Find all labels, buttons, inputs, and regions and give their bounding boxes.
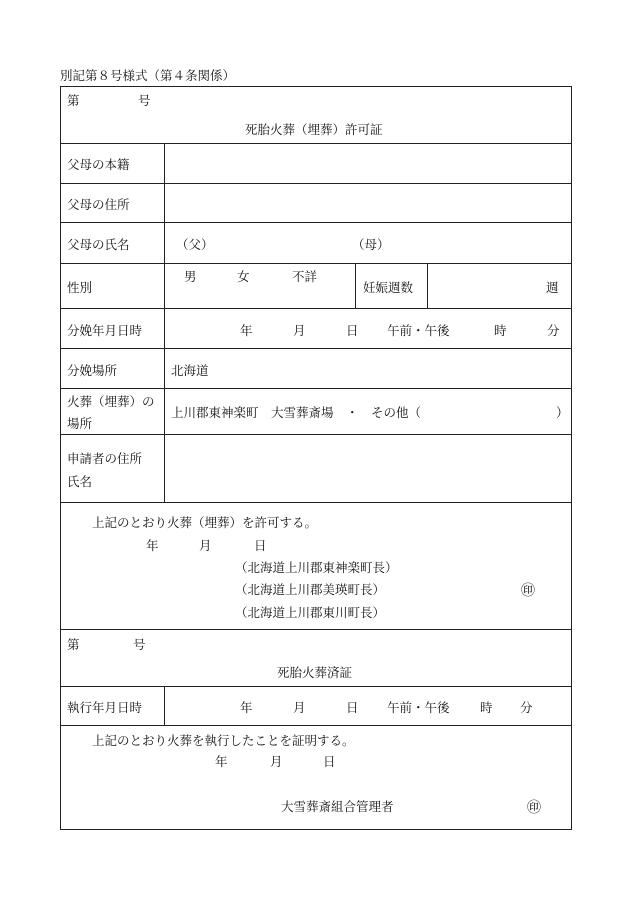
completion-number-label: 第 — [67, 637, 80, 652]
permit-seal-icon: ㊞ — [521, 583, 535, 599]
divider — [60, 629, 572, 630]
birth-hour-unit: 時 — [494, 323, 507, 338]
completion-number-suffix: 号 — [133, 637, 146, 652]
divider — [427, 263, 428, 308]
burial-place-label-1: 火葬（埋葬）の — [67, 394, 155, 409]
divider — [60, 502, 572, 503]
exec-month-unit: 月 — [293, 700, 306, 715]
burial-place-close: ） — [556, 405, 569, 420]
divider — [355, 263, 356, 308]
divider — [60, 434, 572, 435]
permit-statement: 上記のとおり火葬（埋葬）を許可する。 — [92, 515, 318, 530]
exec-minute-unit: 分 — [520, 700, 533, 715]
permit-month-unit: 月 — [199, 538, 212, 553]
sex-female: 女 — [237, 269, 250, 284]
divider — [60, 222, 572, 223]
left-border — [60, 86, 61, 629]
completion-year-unit: 年 — [215, 754, 228, 769]
divider — [60, 725, 572, 726]
divider — [60, 629, 61, 829]
divider — [60, 388, 572, 389]
completion-title: 死胎火葬済証 — [277, 665, 353, 680]
exec-year-unit: 年 — [240, 700, 253, 715]
mayor-higashikawa: （北海道上川郡東川町長） — [235, 605, 386, 620]
birth-year-unit: 年 — [240, 323, 253, 338]
birth-place-value: 北海道 — [171, 363, 209, 378]
divider — [60, 263, 572, 264]
father-label: （父） — [176, 237, 214, 252]
completion-seal-icon: ㊞ — [527, 800, 541, 816]
completion-statement: 上記のとおり火葬を執行したことを証明する。 — [92, 733, 355, 748]
mayor-biei: （北海道上川郡美瑛町長） — [235, 582, 386, 597]
applicant-label-2: 氏名 — [67, 474, 93, 489]
mayor-higashikagura: （北海道上川郡東神楽町長） — [235, 560, 398, 575]
permit-year-unit: 年 — [146, 538, 159, 553]
exec-hour-unit: 時 — [480, 700, 493, 715]
permit-number-suffix: 号 — [138, 93, 151, 108]
birth-datetime-label: 分娩年月日時 — [67, 323, 143, 338]
divider — [60, 308, 572, 309]
birth-day-unit: 日 — [346, 323, 359, 338]
burial-place-label-2: 場所 — [67, 416, 93, 431]
week-unit: 週 — [546, 280, 559, 295]
permit-number-label: 第 — [67, 93, 80, 108]
jusho-label: 父母の住所 — [67, 197, 130, 212]
divider — [60, 348, 572, 349]
divider — [60, 183, 572, 184]
divider — [571, 629, 572, 829]
completion-month-unit: 月 — [270, 754, 283, 769]
birth-place-label: 分娩場所 — [67, 363, 118, 378]
exec-datetime-label: 執行年月日時 — [67, 700, 143, 715]
sex-unknown: 不詳 — [292, 269, 318, 284]
label-column-divider — [164, 143, 165, 502]
honseki-label: 父母の本籍 — [67, 157, 130, 172]
divider — [60, 143, 572, 144]
seibetsu-label: 性別 — [67, 280, 93, 295]
birth-ampm: 午前・午後 — [387, 323, 450, 338]
permit-title: 死胎火葬（埋葬）許可証 — [245, 122, 383, 137]
bottom-border — [60, 829, 572, 830]
form-title: 別記第８号様式（第４条関係） — [60, 68, 236, 83]
divider — [164, 686, 165, 725]
applicant-label-1: 申請者の住所 — [67, 451, 143, 466]
exec-ampm: 午前・午後 — [387, 700, 450, 715]
birth-minute-unit: 分 — [547, 323, 560, 338]
pregnancy-weeks-label: 妊娠週数 — [363, 280, 414, 295]
right-border — [571, 86, 572, 629]
completion-day-unit: 日 — [323, 754, 336, 769]
birth-month-unit: 月 — [293, 323, 306, 338]
divider — [60, 686, 572, 687]
shimei-label: 父母の氏名 — [67, 237, 130, 252]
burial-place-value: 上川郡東神楽町 大雪葬斎場 ・ その他（ — [171, 405, 422, 420]
top-border — [60, 86, 572, 87]
permit-day-unit: 日 — [254, 538, 267, 553]
exec-day-unit: 日 — [346, 700, 359, 715]
sex-male: 男 — [184, 269, 197, 284]
manager-label: 大雪葬斎組合管理者 — [281, 799, 394, 814]
mother-label: （母） — [352, 237, 390, 252]
